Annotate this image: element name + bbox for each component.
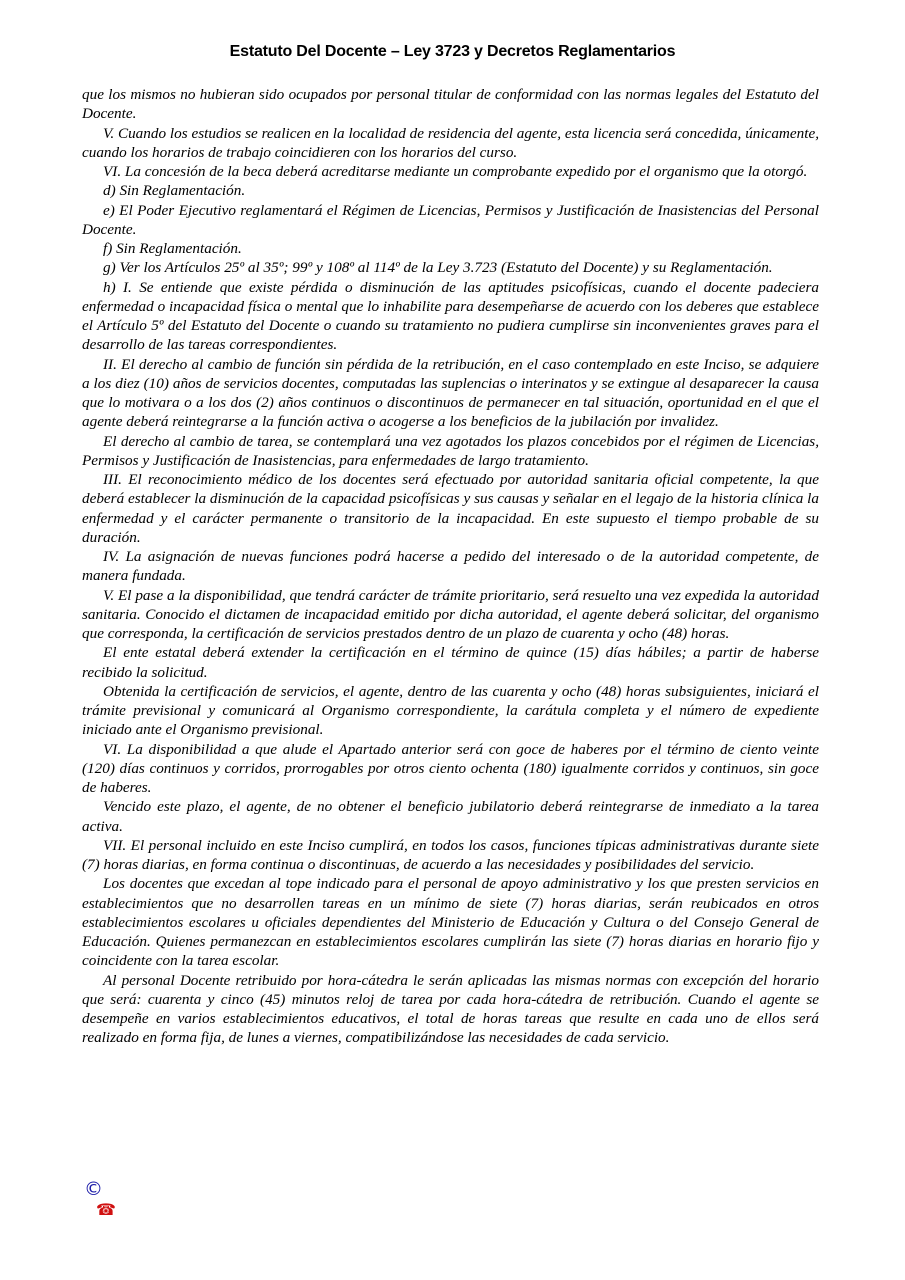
- paragraph: que los mismos no hubieran sido ocupados por personal titular de conformidad con las normas legales del Estatuto del Docente.: [82, 86, 819, 123]
- paragraph: Obtenida la certificación de servicios, el agente, dentro de las cuarenta y ocho (48) horas subsiguientes, iniciará el trámite previsional y comunicará al Organismo correspondiente, la carátula completa y el número de expediente iniciado ante el Organismo previsional.: [82, 682, 819, 739]
- paragraph: VI. La concesión de la beca deberá acreditarse mediante un comprobante expedido por el organismo que la otorgó.: [103, 163, 808, 180]
- paragraph: d) Sin Reglamentación.: [103, 182, 246, 200]
- paragraph: El derecho al cambio de tarea, se contemplará una vez agotados los plazos concebidos por el régimen de Licencias, Permisos y Justificación de Inasistencias, para enfermedades de largo tratamiento.: [82, 432, 819, 469]
- paragraph: II. El derecho al cambio de función sin pérdida de la retribución, en el caso contemplado en este Inciso, se adquiere a los diez (10) años de servicios docentes, computadas las suplencias o interinatos y se extingue al desaparecer la causa que lo motivara o a los dos (2) años continuos o discontinuos de permanecer en tal situación, oportunidad en el que el agente deberá reintegrarse a la función activa o acogerse a los beneficios de la jubilación por invalidez.: [82, 355, 819, 431]
- paragraph: VII. El personal incluido en este Inciso cumplirá, en todos los casos, funciones típicas administrativas durante siete (7) horas diarias, en forma continua o discontinuas, de acuerdo a las necesidades y posibilidades del servicio.: [82, 836, 819, 873]
- paragraph: IV. La asignación de nuevas funciones podrá hacerse a pedido del interesado o de la autoridad competente, de manera fundada.: [82, 548, 819, 585]
- paragraph: Vencido este plazo, el agente, de no obtener el beneficio jubilatorio deberá reintegrarse de inmediato a la tarea activa.: [82, 798, 819, 835]
- paragraph: h) I. Se entiende que existe pérdida o disminución de las aptitudes psicofísicas, cuando el docente padeciera enfermedad o incapacidad física o mental que lo inhabilite para desempeñarse de acuerdo con los deberes que establece el Artículo 5º del Estatuto del Docente o cuando su tratamiento no pudiera cumplirse sin inconvenientes graves para el desarrollo de las tareas correspondientes.: [82, 278, 819, 354]
- footer-icons: [84, 1178, 116, 1220]
- copyright-icon: ©: [84, 1178, 103, 1200]
- paragraph: g) Ver los Artículos 25º al 35º; 99º y 108º al 114º de la Ley 3.723 (Estatuto del Docente) y su Reglamentación.: [103, 259, 773, 277]
- page-header-title: Estatuto Del Docente – Ley 3723 y Decretos Reglamentarios: [229, 43, 676, 60]
- paragraph: f) Sin Reglamentación.: [103, 240, 242, 257]
- paragraph: Los docentes que excedan al tope indicado para el personal de apoyo administrativo y los que presten servicios en establecimientos que no desarrollen tareas en un mínimo de siete (7) horas diarias, serán reubicados en otros establecimientos escolares u oficiales dependientes del Ministerio de Educación y Cultura o del Consejo General de Educación. Quienes permanezcan en establecimientos escolares cumplirán las siete (7) horas diarias en horario fijo y coincidente con la tarea escolar.: [82, 875, 819, 970]
- paragraph: Al personal Docente retribuido por hora-cátedra le serán aplicadas las mismas normas con excepción del horario que será: cuarenta y cinco (45) minutos reloj de tarea por cada hora-cátedra de retribución. Cuando el agente se desempeñe en varios establecimientos educativos, el total de horas tareas que resulte en cada uno de ellos será realizado en forma fija, de lunes a viernes, compatibilizándose las necesidades de cada servicio.: [82, 971, 819, 1047]
- paragraph: e) El Poder Ejecutivo reglamentará el Régimen de Licencias, Permisos y Justificación de Inasistencias del Personal Docente.: [82, 201, 819, 238]
- paragraph: III. El reconocimiento médico de los docentes será efectuado por autoridad sanitaria oficial competente, la que deberá establecer la disminución de la capacidad psicofísicas y sus causas y señalar en el legajo de la historia clínica la enfermedad y el carácter permanente o transitorio de la incapacidad. En este supuesto el tiempo probable de su duración.: [82, 471, 819, 546]
- document-body: [82, 85, 819, 1048]
- paragraph: V. El pase a la disponibilidad, que tendrá carácter de trámite prioritario, será resuelto una vez expedida la autoridad sanitaria. Conocido el dictamen de incapacidad emitido por dicha autoridad, el agente deberá solicitar, del organismo que corresponda, la certificación de servicios prestados dentro de un plazo de cuarenta y ocho (48) horas.: [82, 586, 819, 642]
- telephone-icon: ☎: [96, 1200, 116, 1219]
- paragraph: VI. La disponibilidad a que alude el Apartado anterior será con goce de haberes por el término de ciento veinte (120) días continuos y corridos, prorrogables por otros ciento ochenta (180) igualmente corridos y continuos, sin goce de haberes.: [82, 740, 819, 796]
- paragraph: El ente estatal deberá extender la certificación en el término de quince (15) días hábiles; a partir de haberse recibido la solicitud.: [82, 644, 819, 681]
- paragraph: V. Cuando los estudios se realicen en la localidad de residencia del agente, esta licencia será concedida, únicamente, cuando los horarios de trabajo coincidieren con los horarios del curso.: [82, 124, 819, 161]
